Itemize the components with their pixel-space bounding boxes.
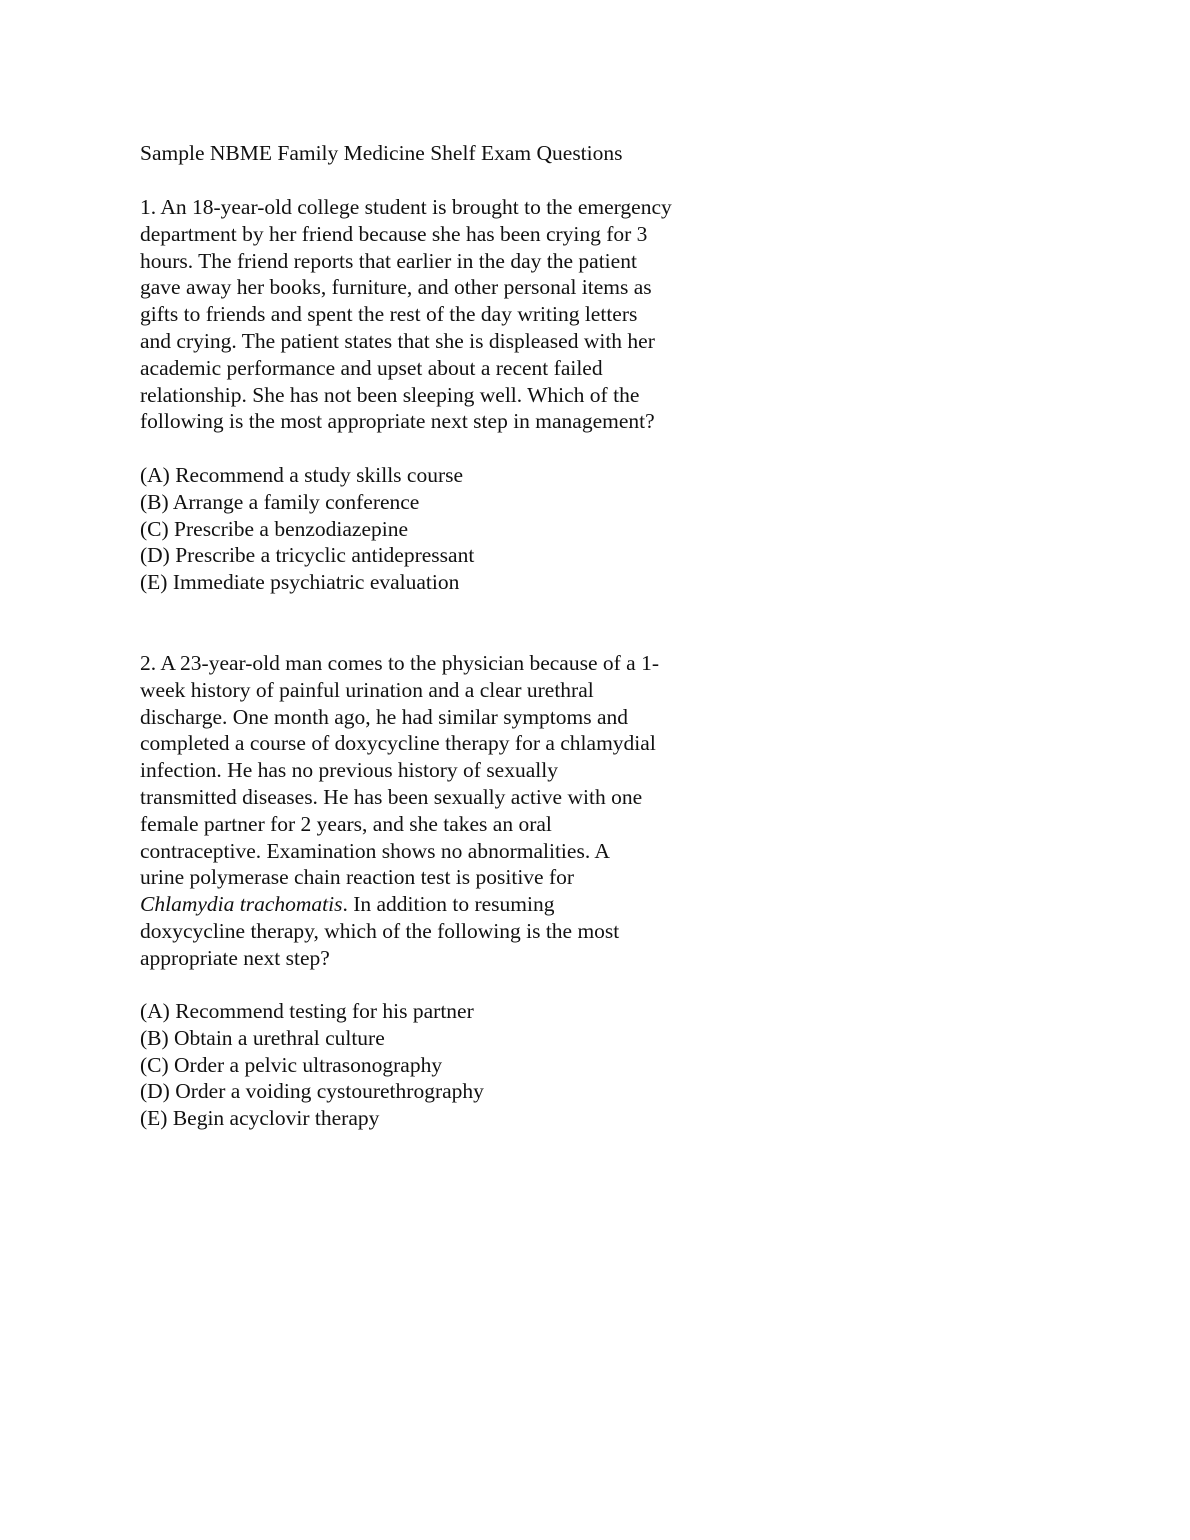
question-line: infection. He has no previous history of sexually [140, 758, 558, 783]
answer-option-e: (E) Begin acyclovir therapy [140, 1106, 380, 1131]
answer-option-a: (A) Recommend testing for his partner [140, 999, 474, 1023]
organism-name: Chlamydia trachomatis [140, 892, 343, 917]
question-line: appropriate next step? [140, 945, 330, 970]
question-line: urine polymerase chain reaction test is positive for [140, 865, 575, 890]
question-line: 1. An 18-year-old college student is brought to the emergency [140, 195, 672, 219]
question-2-stem [140, 650, 760, 972]
question-line: department by her friend because she has been crying for 3 [140, 221, 648, 246]
document-title [140, 140, 760, 167]
answer-option-d: (D) Prescribe a tricyclic antidepressant [140, 543, 475, 568]
question-2-options [140, 998, 760, 1132]
question-line: doxycycline therapy, which of the following is the most [140, 918, 620, 943]
answer-option-e: (E) Immediate psychiatric evaluation [140, 570, 460, 595]
question-line: following is the most appropriate next step in management? [140, 409, 655, 434]
question-line: relationship. She has not been sleeping well. Which of the [140, 382, 640, 407]
question-line: gifts to friends and spent the rest of the day writing letters [140, 302, 638, 327]
question-line-tail: . In addition to resuming [342, 892, 555, 917]
question-line: transmitted diseases. He has been sexually active with one [140, 784, 643, 809]
question-line: discharge. One month ago, he had similar symptoms and [140, 704, 629, 729]
question-line: female partner for 2 years, and she takes an oral [140, 811, 552, 836]
answer-option-b: (B) Arrange a family conference [140, 489, 420, 514]
question-line: completed a course of doxycycline therapy for a chlamydial [140, 731, 656, 756]
question-1-stem [140, 194, 760, 435]
question-line: contraceptive. Examination shows no abnormalities. A [140, 838, 610, 863]
answer-option-b: (B) Obtain a urethral culture [140, 1025, 385, 1050]
answer-option-d: (D) Order a voiding cystourethrography [140, 1079, 484, 1104]
answer-option-a: (A) Recommend a study skills course [140, 463, 464, 487]
question-line: gave away her books, furniture, and other personal items as [140, 275, 652, 300]
question-line: week history of painful urination and a clear urethral [140, 677, 594, 702]
question-1-options [140, 462, 760, 596]
answer-option-c: (C) Prescribe a benzodiazepine [140, 516, 409, 541]
question-line: and crying. The patient states that she is displeased with her [140, 328, 655, 353]
answer-option-c: (C) Order a pelvic ultrasonography [140, 1052, 443, 1077]
question-line: academic performance and upset about a recent failed [140, 355, 603, 380]
question-line-with-organism [140, 891, 760, 918]
title-text: Sample NBME Family Medicine Shelf Exam Questions [140, 141, 623, 165]
question-line: hours. The friend reports that earlier in the day the patient [140, 248, 637, 273]
question-line: 2. A 23-year-old man comes to the physician because of a 1- [140, 651, 659, 675]
